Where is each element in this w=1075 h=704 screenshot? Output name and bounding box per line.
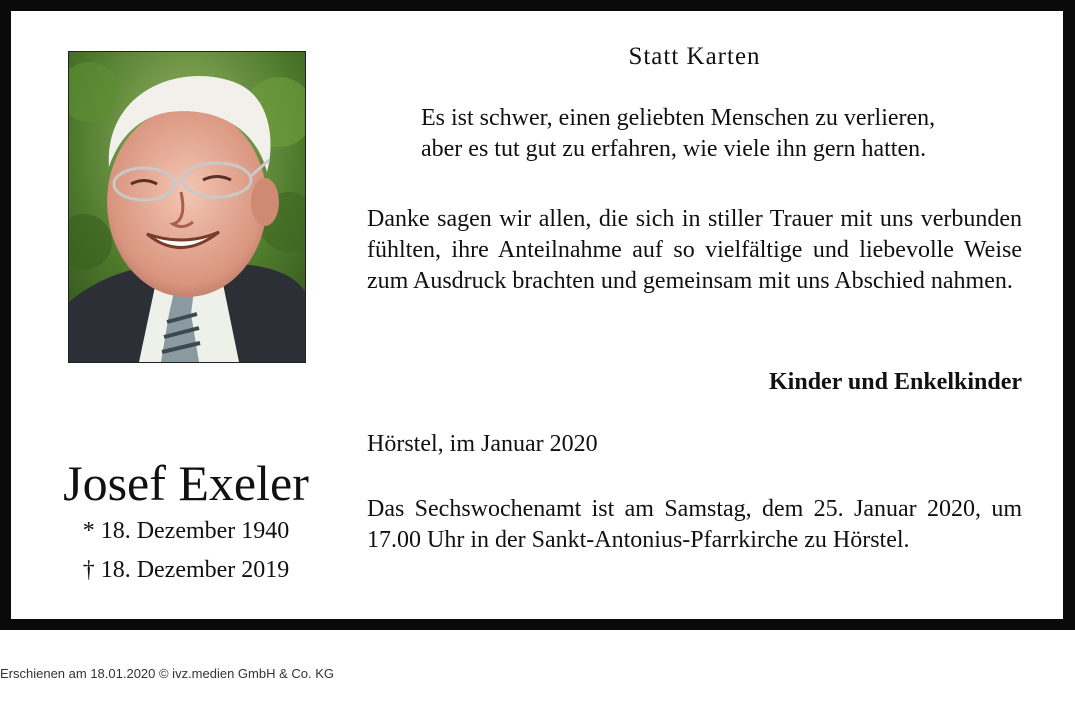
mass-info: Das Sechswochenamt ist am Samstag, dem 25. Januar 2020, um 17.00 Uhr in der Sankt-Antonius-Pfarrkirche zu Hörstel. [367,496,1022,553]
notice-heading: Statt Karten [628,43,761,70]
deceased-name: Josef Exeler [63,455,309,511]
condolence-quote [421,103,1022,165]
publication-footer: Erschienen am 18.01.2020 © ivz.medien GmbH & Co. KG [0,666,335,681]
death-date: † 18. Dezember 2019 [82,557,290,583]
quote-line: Es ist schwer, einen geliebten Menschen zu verlieren, [421,105,936,131]
quote-line: aber es tut gut zu erfahren, wie viele ihn gern hatten. [421,136,927,162]
thanks-paragraph: Danke sagen wir allen, die sich in stiller Trauer mit uns verbunden fühlten, ihre Anteilnahme auf so vielfältige und liebevolle Weise zum Ausdruck brachten und gemeinsam mit uns Abschied nahmen. [367,206,1022,294]
birth-date: * 18. Dezember 1940 [82,518,290,544]
obituary-card [11,11,1063,619]
portrait-photo [68,51,306,363]
place-date: Hörstel, im Januar 2020 [367,431,598,457]
signature: Kinder und Enkelkinder [769,369,1022,395]
